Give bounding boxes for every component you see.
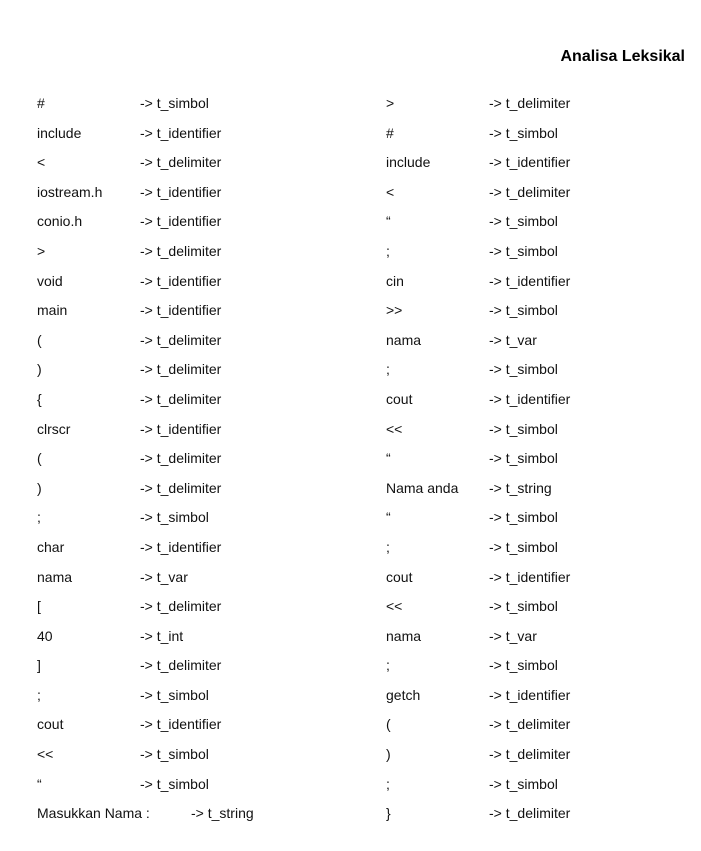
token-lexeme: conio.h bbox=[37, 213, 83, 230]
token-type: -> t_identifier bbox=[140, 302, 222, 319]
token-type: -> t_delimiter bbox=[140, 154, 222, 171]
token-type: -> t_simbol bbox=[489, 361, 558, 378]
token-type: -> t_string bbox=[489, 479, 552, 496]
token-type: -> t_simbol bbox=[140, 95, 209, 111]
token-type: -> t_simbol bbox=[489, 124, 558, 141]
token-type: -> t_simbol bbox=[489, 538, 558, 555]
token-type: -> t_simbol bbox=[140, 775, 209, 792]
token-type: -> t_identifier bbox=[140, 213, 222, 230]
token-lexeme: < bbox=[386, 183, 395, 200]
token-type: -> t_delimiter bbox=[489, 716, 571, 733]
token-type: -> t_int bbox=[140, 627, 184, 644]
token-lexeme: ; bbox=[386, 538, 390, 555]
token-lexeme: ( bbox=[37, 331, 42, 348]
token-lexeme: 40 bbox=[37, 627, 53, 644]
token-type: -> t_simbol bbox=[140, 686, 209, 703]
token-lexeme: ; bbox=[386, 242, 390, 259]
token-type: -> t_identifier bbox=[489, 272, 571, 289]
token-lexeme: > bbox=[386, 95, 395, 111]
token-lexeme: nama bbox=[37, 568, 73, 585]
token-type: -> t_simbol bbox=[489, 242, 558, 259]
token-type: -> t_identifier bbox=[140, 420, 222, 437]
token-lexeme: > bbox=[37, 242, 46, 259]
token-lexeme: ; bbox=[386, 361, 390, 378]
token-lexeme: include bbox=[386, 154, 431, 171]
token-lexeme: clrscr bbox=[37, 420, 71, 437]
token-type: -> t_simbol bbox=[489, 657, 558, 674]
token-type: -> t_var bbox=[489, 331, 537, 348]
token-lexeme: < bbox=[37, 154, 46, 171]
token-type: -> t_simbol bbox=[140, 746, 209, 763]
token-type: -> t_identifier bbox=[489, 154, 571, 171]
token-lexeme: # bbox=[386, 124, 394, 141]
token-lexeme: ( bbox=[37, 450, 42, 467]
token-lexeme: ] bbox=[37, 657, 41, 674]
token-type: -> t_simbol bbox=[489, 598, 558, 615]
token-lexeme: Masukkan Nama : bbox=[37, 805, 150, 822]
token-type: -> t_delimiter bbox=[140, 657, 222, 674]
token-lexeme: ; bbox=[386, 775, 390, 792]
token-type: -> t_simbol bbox=[489, 420, 558, 437]
token-type: -> t_simbol bbox=[489, 509, 558, 526]
token-lexeme: “ bbox=[386, 213, 391, 230]
token-lexeme: include bbox=[37, 124, 82, 141]
token-type: -> t_identifier bbox=[140, 538, 222, 555]
token-type: -> t_identifier bbox=[489, 686, 571, 703]
token-type: -> t_identifier bbox=[489, 568, 571, 585]
token-lexeme: ) bbox=[386, 746, 391, 763]
token-type: -> t_identifier bbox=[140, 183, 222, 200]
token-type: -> t_simbol bbox=[140, 509, 209, 526]
token-lexeme: ) bbox=[37, 361, 42, 378]
token-lexeme: >> bbox=[386, 302, 403, 319]
token-type: -> t_string bbox=[191, 805, 254, 822]
token-lexeme: ; bbox=[37, 509, 41, 526]
token-lexeme: # bbox=[37, 95, 45, 111]
token-type: -> t_identifier bbox=[140, 716, 222, 733]
token-lexeme: ) bbox=[37, 479, 42, 496]
token-lexeme: [ bbox=[37, 598, 41, 615]
token-lexeme: << bbox=[37, 746, 54, 763]
token-lexeme: << bbox=[386, 420, 403, 437]
token-lexeme: “ bbox=[37, 775, 42, 792]
token-lexeme: “ bbox=[386, 450, 391, 467]
token-type: -> t_simbol bbox=[489, 775, 558, 792]
token-type: -> t_delimiter bbox=[140, 479, 222, 496]
token-lexeme: main bbox=[37, 302, 68, 319]
token-type: -> t_delimiter bbox=[140, 361, 222, 378]
token-type: -> t_var bbox=[140, 568, 188, 585]
token-type: -> t_simbol bbox=[489, 302, 558, 319]
token-lexeme: ; bbox=[386, 657, 390, 674]
token-lexeme: nama bbox=[386, 331, 422, 348]
token-lexeme: cout bbox=[37, 716, 64, 733]
token-lexeme: cin bbox=[386, 272, 404, 289]
token-lexeme: “ bbox=[386, 509, 391, 526]
token-type: -> t_delimiter bbox=[140, 450, 222, 467]
token-type: -> t_delimiter bbox=[489, 746, 571, 763]
token-lexeme: ; bbox=[37, 686, 41, 703]
token-lexeme: void bbox=[37, 272, 63, 289]
token-lexeme: << bbox=[386, 598, 403, 615]
token-type: -> t_delimiter bbox=[140, 242, 222, 259]
token-type: -> t_delimiter bbox=[140, 598, 222, 615]
token-type: -> t_simbol bbox=[489, 450, 558, 467]
token-lexeme: cout bbox=[386, 568, 413, 585]
token-lexeme: nama bbox=[386, 627, 422, 644]
token-lexeme: iostream.h bbox=[37, 183, 103, 200]
token-lexeme: getch bbox=[386, 686, 421, 703]
token-lexeme: { bbox=[37, 390, 42, 407]
token-lexeme: cout bbox=[386, 390, 413, 407]
token-type: -> t_identifier bbox=[140, 124, 222, 141]
token-lexeme: } bbox=[386, 805, 391, 822]
token-type: -> t_delimiter bbox=[140, 390, 222, 407]
token-type: -> t_simbol bbox=[489, 213, 558, 230]
token-type: -> t_var bbox=[489, 627, 537, 644]
token-type: -> t_delimiter bbox=[489, 805, 571, 822]
page-title: Analisa Leksikal bbox=[560, 48, 685, 65]
token-type: -> t_identifier bbox=[140, 272, 222, 289]
token-lexeme: ( bbox=[386, 716, 391, 733]
token-type: -> t_identifier bbox=[489, 390, 571, 407]
token-lexeme: Nama anda bbox=[386, 479, 459, 496]
token-type: -> t_delimiter bbox=[140, 331, 222, 348]
token-type: -> t_delimiter bbox=[489, 183, 571, 200]
token-lexeme: char bbox=[37, 538, 65, 555]
token-type: -> t_delimiter bbox=[489, 95, 571, 111]
